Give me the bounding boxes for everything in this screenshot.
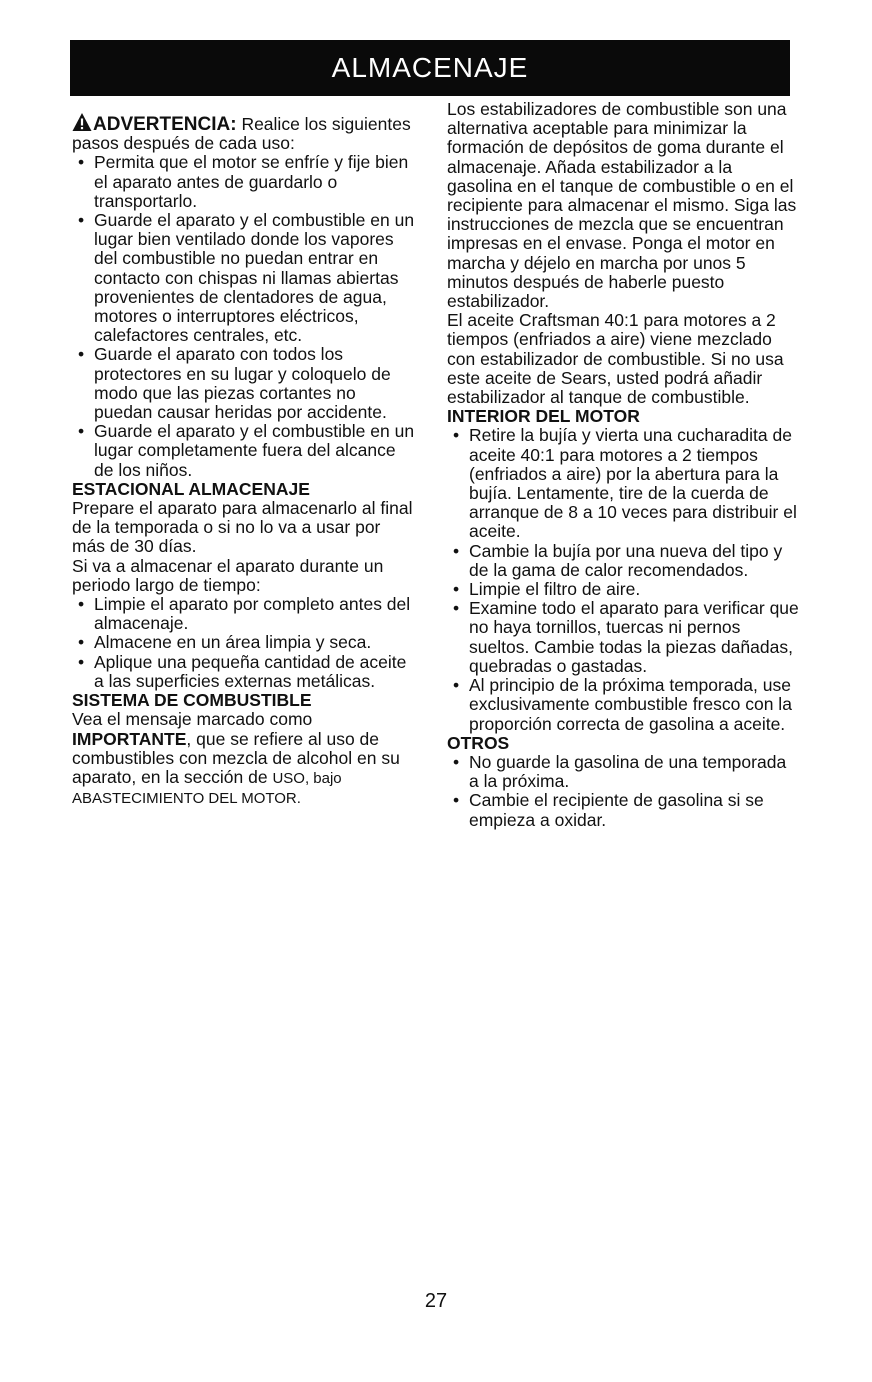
others-list [447, 753, 799, 830]
warning-triangle-icon [72, 112, 92, 132]
engine-interior-heading: INTERIOR DEL MOTOR [447, 406, 640, 427]
page-header [70, 40, 790, 96]
page-number: 27 [424, 1290, 448, 1312]
list-item: • Guarde el aparato y el combustible en un lugar completamente fuera del alcance de los niños. [72, 422, 417, 480]
seasonal-heading: ESTACIONAL ALMACENAJE [72, 478, 310, 499]
list-item: • No guarde la gasolina de una temporada a la próxima. [447, 753, 799, 791]
list-item: • Limpie el filtro de aire. [447, 580, 799, 599]
fuel-text-b: , que se refiere al uso de combustibles con mezcla de alcohol en su aparato, en la sección de [72, 728, 400, 787]
list-item: • Guarde el aparato con todos los protectores en su lugar y coloquelo de modo que las piezas cortantes no puedan causar heridas por accidente. [72, 345, 417, 422]
fuel-system-paragraph [72, 710, 417, 808]
fuel-text-a: Vea el mensaje marcado como [72, 709, 313, 730]
fuel-section-reference: USO, bajo ABASTECIMIENTO DEL MOTOR. [72, 769, 342, 808]
list-item: • Limpie el aparato por completo antes del almacenaje. [72, 595, 417, 633]
seasonal-list [72, 595, 417, 691]
stabilizer-paragraph-2: El aceite Craftsman 40:1 para motores a 2 tiempos (enfriados a aire) viene mezclado con estabilizador de combustible. Si no usa este aceite de Sears, usted podrá añadir estabilizador al tanque de combustible. [447, 310, 784, 408]
list-item: • Cambie la bujía por una nueva del tipo y de la gama de calor recomendados. [447, 542, 799, 580]
list-item: • Aplique una pequeña cantidad de aceite a las superficies externas metálicas. [72, 653, 417, 691]
warning-lead: Realice los siguientes pasos después de cada uso: [72, 114, 411, 154]
important-label: IMPORTANTE [72, 728, 187, 749]
list-item: • Permita que el motor se enfríe y fije bien el aparato antes de guardarlo o transportarlo. [72, 153, 417, 211]
engine-interior-list [447, 426, 799, 733]
right-column [447, 100, 799, 830]
list-item: • Retire la bujía y vierta una cucharadita de aceite 40:1 para motores a 2 tiempos (enfriados a aire) por la abertura para la bujía. Lentamente, tire de la cuerda de arranque de 8 a 10 veces para distribuir el aceite. [447, 426, 799, 541]
warning-list [72, 153, 417, 479]
seasonal-paragraph-1: Prepare el aparato para almacenarlo al final de la temporada o si no lo va a usar por más de 30 días. [72, 498, 413, 557]
warning-label: ADVERTENCIA: [93, 114, 237, 135]
list-item: • Al principio de la próxima temporada, use exclusivamente combustible fresco con la proporción correcta de gasolina a aceite. [447, 676, 799, 734]
list-item: • Cambie el recipiente de gasolina si se empieza a oxidar. [447, 791, 799, 829]
header-title: ALMACENAJE [331, 52, 529, 83]
left-column [72, 100, 417, 808]
list-item: • Guarde el aparato y el combustible en un lugar bien ventilado donde los vapores del combustible no puedan entrar en contacto con chispas ni llamas abiertas provenientes de clentadores de agua, motores o interruptores eléctricos, calefactores centrales, etc. [72, 211, 417, 345]
fuel-system-heading: SISTEMA DE COMBUSTIBLE [72, 690, 312, 711]
stabilizer-paragraph-1: Los estabilizadores de combustible son una alternativa aceptable para minimizar la formación de depósitos de goma durante el almacenaje. Añada estabilizador a la gasolina en el tanque de combustible o en el recipiente para almacenar el mismo. Siga las instrucciones de mezcla que se encuentran impresas en el envase. Ponga el motor en marcha y déjelo en marcha por unos 5 minutos después de haberle puesto estabilizador. [447, 99, 797, 312]
list-item: • Almacene en un área limpia y seca. [72, 633, 417, 652]
list-item: • Examine todo el aparato para verificar que no haya tornillos, tuercas ni pernos sueltos. Cambie todas la piezas dañadas, quebradas o gastadas. [447, 599, 799, 676]
seasonal-paragraph-2: Si va a almacenar el aparato durante un periodo largo de tiempo: [72, 555, 384, 595]
warning-block [72, 112, 417, 153]
others-heading: OTROS [447, 732, 510, 753]
